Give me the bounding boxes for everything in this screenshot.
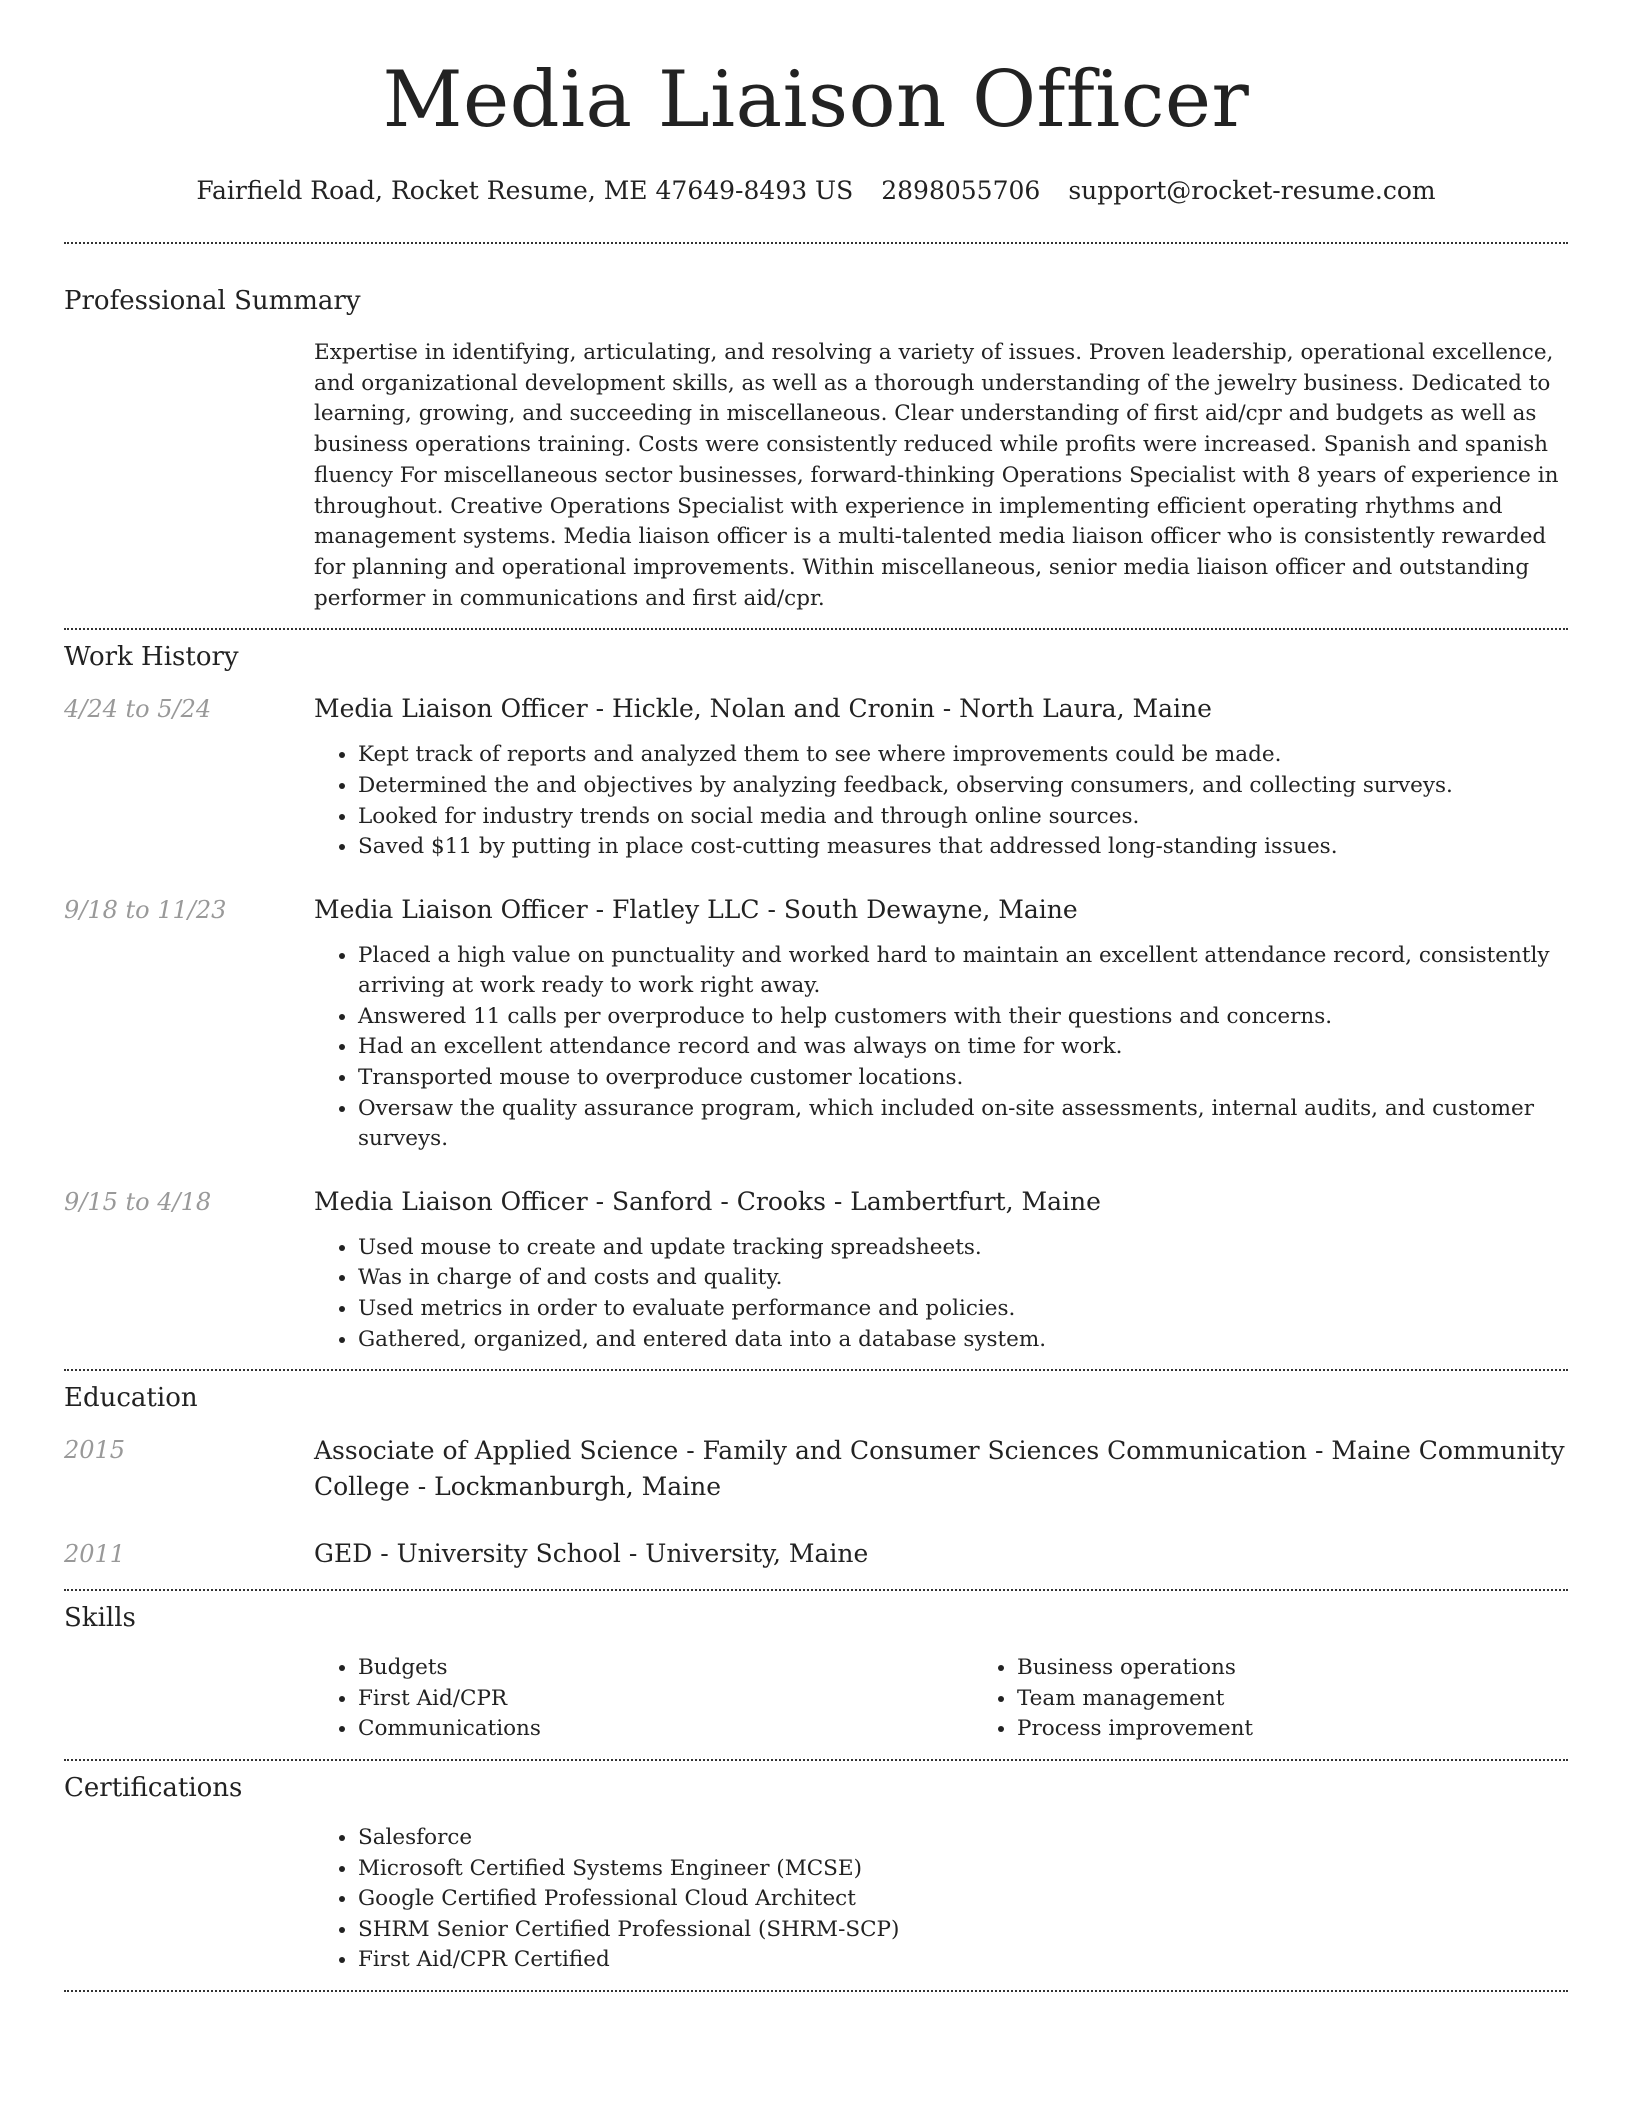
contact-address: Fairfield Road, Rocket Resume, ME 47649-8493 US (196, 176, 854, 205)
list-item: • Team management (1017, 1684, 1632, 1715)
list-item: • Saved $11 by putting in place cost-cutting measures that addressed long-standing issues. (358, 832, 1568, 863)
list-item: • SHRM Senior Certified Professional (SHRM-SCP) (358, 1915, 1568, 1946)
list-item: • Budgets (358, 1653, 973, 1684)
list-item: • Gathered, organized, and entered data into a database system. (358, 1325, 1568, 1356)
job-dates: 9/18 to 11/23 (64, 895, 227, 924)
contact-email: support@rocket-resume.com (1068, 176, 1436, 205)
list-item: • Business operations (1017, 1653, 1632, 1684)
skills-section (64, 1591, 1568, 1745)
list-item: • Google Certified Professional Cloud Architect (358, 1884, 1568, 1915)
summary-text: Expertise in identifying, articulating, and resolving a variety of issues. Proven leadership, operational excellence, and organizational development skills, as well as a thorough understanding of the jewelry business. Dedicated to learning, growing, and succeeding in miscellaneous. Clear understanding of first aid/cpr and budgets as well as business operations training. Costs were consistently reduced while profits were increased. Spanish and spanish fluency For miscellaneous sector businesses, forward-thinking Operations Specialist with 8 years of experience in throughout. Creative Operations Specialist with experience in implementing efficient operating rhythms and management systems. Media liaison officer is a multi-talented media liaison officer who is consistently rewarded for planning and operational improvements. Within miscellaneous, senior media liaison officer and outstanding performer in communications and first aid/cpr. (314, 340, 1559, 611)
contact-phone: 2898055706 (881, 176, 1041, 205)
job-heading: Media Liaison Officer - Sanford - Crooks - Lambertfurt, Maine (314, 1186, 1101, 1216)
education-year: 2011 (64, 1540, 126, 1569)
list-item: • Oversaw the quality assurance program, which included on-site assessments, internal audits, and customer surveys. (358, 1094, 1568, 1155)
list-item: • Used metrics in order to evaluate performance and policies. (358, 1294, 1568, 1325)
candidate-name: Media Liaison Officer (382, 55, 1250, 145)
list-item: • Answered 11 calls per overproduce to help customers with their questions and concerns. (358, 1002, 1568, 1033)
job-heading: Media Liaison Officer - Hickle, Nolan and Cronin - North Laura, Maine (314, 694, 1212, 724)
job-entry (64, 1185, 1568, 1355)
education-year: 2015 (64, 1436, 126, 1465)
education-entry (64, 1433, 1568, 1505)
education-entry (64, 1537, 1568, 1571)
certifications-section (64, 1761, 1568, 1976)
certifications-divider (64, 1990, 1568, 1992)
job-entry (64, 692, 1568, 862)
skills-column-left (314, 1653, 973, 1745)
education-title: Education (64, 1383, 198, 1414)
list-item: • First Aid/CPR (358, 1684, 973, 1715)
list-item: • Used mouse to create and update tracking spreadsheets. (358, 1233, 1568, 1264)
job-bullets (314, 941, 1568, 1155)
list-item: • First Aid/CPR Certified (358, 1945, 1568, 1976)
list-item: • Salesforce (358, 1823, 1568, 1854)
list-item: • Kept track of reports and analyzed them to see where improvements could be made. (358, 740, 1568, 771)
resume-header (64, 0, 1568, 208)
education-section (64, 1371, 1568, 1571)
list-item: • Determined the and objectives by analyzing feedback, observing consumers, and collecting surveys. (358, 771, 1568, 802)
job-heading: Media Liaison Officer - Flatley LLC - South Dewayne, Maine (314, 894, 1078, 924)
certifications-list (314, 1823, 1568, 1976)
list-item: • Transported mouse to overproduce customer locations. (358, 1063, 1568, 1094)
list-item: • Looked for industry trends on social media and through online sources. (358, 802, 1568, 833)
education-heading: GED - University School - University, Maine (314, 1539, 869, 1569)
job-bullets (314, 740, 1568, 862)
certifications-title: Certifications (64, 1773, 243, 1804)
job-dates: 4/24 to 5/24 (64, 695, 212, 724)
summary-section (64, 244, 1568, 614)
skills-list (314, 1653, 1632, 1745)
summary-title: Professional Summary (64, 286, 361, 316)
list-item: • Had an excellent attendance record and was always on time for work. (358, 1032, 1568, 1063)
job-entry (64, 893, 1568, 1155)
list-item: • Microsoft Certified Systems Engineer (MCSE) (358, 1854, 1568, 1885)
list-item: • Process improvement (1017, 1714, 1632, 1745)
skills-column-right (973, 1653, 1632, 1745)
list-item: • Communications (358, 1714, 973, 1745)
contact-line (64, 174, 1568, 208)
list-item: • Was in charge of and costs and quality. (358, 1263, 1568, 1294)
job-bullets (314, 1233, 1568, 1355)
work-history-section (64, 630, 1568, 1355)
education-heading: Associate of Applied Science - Family and Consumer Sciences Communication - Maine Community College - Lockmanburgh, Maine (314, 1436, 1565, 1502)
work-history-title: Work History (64, 642, 239, 673)
list-item: • Placed a high value on punctuality and worked hard to maintain an excellent attendance record, consistently arriving at work ready to work right away. (358, 941, 1568, 1002)
skills-title: Skills (64, 1603, 136, 1634)
job-dates: 9/15 to 4/18 (64, 1187, 212, 1216)
